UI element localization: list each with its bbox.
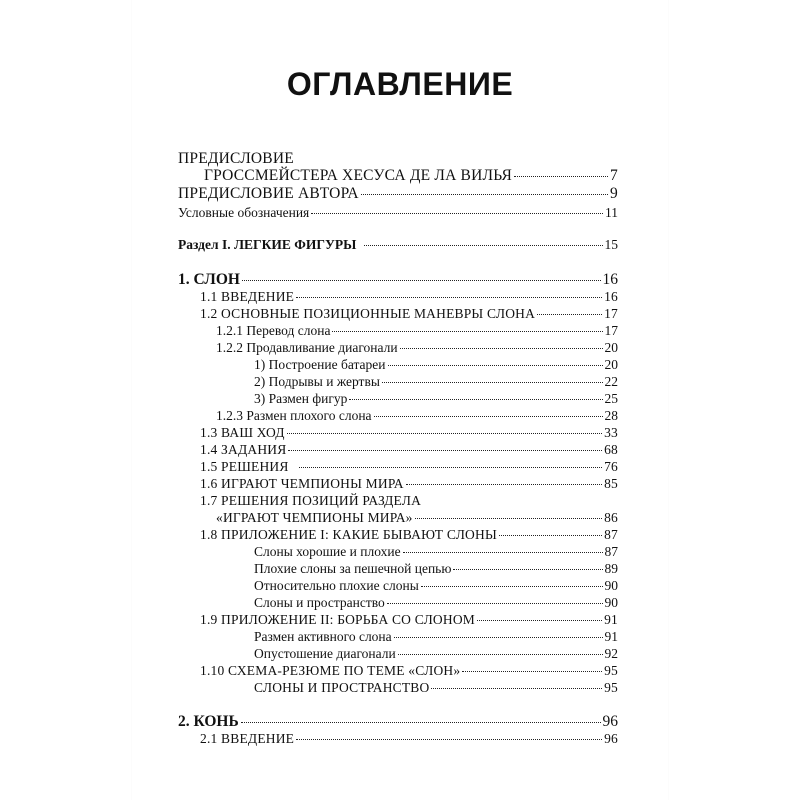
toc-entry-1-5 — [178, 458, 618, 475]
leader-dots — [332, 330, 602, 332]
toc-entry-1-10 — [178, 662, 618, 679]
toc-page-number: 15 — [604, 237, 618, 252]
toc-entry-label: 1) Построение батареи — [254, 357, 386, 372]
leader-dots — [311, 212, 603, 214]
toc-entry-1-2-2-b — [178, 373, 618, 390]
toc-entry-author-foreword — [178, 185, 618, 202]
leader-dots — [499, 534, 602, 536]
toc-page-number: 25 — [604, 391, 618, 406]
toc-entry-label: 1.1 ВВЕДЕНИЕ — [200, 289, 295, 304]
toc-entry-label: 1.4 ЗАДАНИЯ — [200, 442, 287, 457]
toc-entry-1-2-2-c — [178, 390, 618, 407]
toc-page-number: 28 — [604, 408, 618, 423]
toc-entry-label: 1.7 РЕШЕНИЯ ПОЗИЦИЙ РАЗДЕЛА — [200, 493, 422, 508]
leader-dots — [537, 313, 602, 315]
toc-entry-label: 1. СЛОН — [178, 271, 240, 288]
leader-dots — [242, 279, 601, 281]
toc-entry-chapter-2 — [178, 713, 618, 730]
toc-entry-1-9-b — [178, 645, 618, 662]
leader-dots — [296, 296, 602, 298]
toc-entry-1-10-a — [178, 679, 618, 696]
toc-entry-1-3 — [178, 424, 618, 441]
toc-entry-chapter-1 — [178, 271, 618, 288]
leader-dots — [387, 602, 603, 604]
toc-page-number: 96 — [604, 731, 618, 746]
toc-page-number: 17 — [604, 306, 618, 321]
toc-entry-label: Условные обозначения — [178, 205, 310, 220]
toc-page-number: 85 — [604, 476, 618, 491]
toc-page-number: 76 — [604, 459, 618, 474]
leader-dots — [406, 483, 602, 485]
toc-entry-label: 1.8 ПРИЛОЖЕНИЕ I: КАКИЕ БЫВАЮТ СЛОНЫ — [200, 527, 497, 542]
toc-entry-label: 1.2.3 Размен плохого слона — [216, 408, 372, 423]
page-title: ОГЛАВЛЕНИЕ — [286, 66, 514, 102]
toc-entry-label: 1.2 ОСНОВНЫЕ ПОЗИЦИОННЫЕ МАНЕВРЫ СЛОНА — [200, 306, 536, 321]
leader-dots — [361, 193, 608, 195]
toc-entry-1-2-2 — [178, 339, 618, 356]
leader-dots — [388, 364, 603, 366]
toc-page-number: 17 — [604, 323, 618, 338]
toc-page-number: 87 — [604, 527, 618, 542]
leader-dots — [398, 653, 603, 655]
leader-dots — [477, 619, 602, 621]
toc-entry-1-9-a — [178, 628, 618, 645]
toc-page-number: 9 — [610, 185, 618, 202]
toc-entry-label: «ИГРАЮТ ЧЕМПИОНЫ МИРА» — [216, 510, 413, 525]
leader-dots — [431, 687, 602, 689]
toc-page-number: 96 — [602, 713, 618, 730]
leader-dots — [374, 415, 603, 417]
toc-entry-label: Опустошение диагонали — [254, 646, 396, 661]
toc-entry-label: Размен активного слона — [254, 629, 392, 644]
toc-page-number: 16 — [604, 289, 618, 304]
toc-entry-1-2-3 — [178, 407, 618, 424]
toc-page-number: 87 — [604, 544, 618, 559]
toc-page-number: 33 — [604, 425, 618, 440]
toc-entry-label: ПРЕДИСЛОВИЕ — [178, 150, 294, 167]
leader-dots — [403, 551, 603, 553]
toc-page-number: 92 — [604, 646, 618, 661]
leader-dots — [364, 244, 602, 246]
leader-dots — [296, 738, 602, 740]
toc-entry-label: Слоны и пространство — [254, 595, 385, 610]
toc-entry-1-8-c — [178, 577, 618, 594]
toc-page-number: 91 — [604, 612, 618, 627]
toc-page-number: 90 — [604, 578, 618, 593]
leader-dots — [287, 432, 602, 434]
toc-entry-1-8-b — [178, 560, 618, 577]
leader-dots — [288, 449, 602, 451]
toc-entry-foreword-line1 — [178, 150, 294, 168]
toc-entry-1-4 — [178, 441, 618, 458]
toc-entry-2-1 — [178, 730, 618, 747]
leader-dots — [462, 670, 602, 672]
toc-entry-label: 3) Размен фигур — [254, 391, 348, 406]
toc-entry-1-8-d — [178, 594, 618, 611]
toc-entry-label: СЛОНЫ И ПРОСТРАНСТВО — [254, 680, 430, 695]
toc-page-number: 90 — [604, 595, 618, 610]
toc-entry-label: Плохие слоны за пешечной цепью — [254, 561, 452, 576]
toc-entry-1-7-line1 — [200, 492, 421, 509]
toc-entry-1-2-1 — [178, 322, 618, 339]
toc-entry-label: 1.5 РЕШЕНИЯ — [200, 459, 289, 474]
toc-page-number: 91 — [604, 629, 618, 644]
toc-entry-label: 1.3 ВАШ ХОД — [200, 425, 285, 440]
toc-entry-label: 1.9 ПРИЛОЖЕНИЕ II: БОРЬБА СО СЛОНОМ — [200, 612, 475, 627]
toc-entry-1-6 — [178, 475, 618, 492]
toc-page-number: 95 — [604, 680, 618, 695]
toc-page-number: 20 — [604, 340, 618, 355]
toc-entry-1-2 — [178, 305, 618, 322]
toc-entry-section-1 — [178, 236, 618, 253]
toc-entry-label: Относительно плохие слоны — [254, 578, 419, 593]
toc-page-number: 86 — [604, 510, 618, 525]
toc-entry-label: 2.1 ВВЕДЕНИЕ — [200, 731, 295, 746]
toc-entry-1-8-a — [178, 543, 618, 560]
toc-page-number: 7 — [610, 167, 618, 184]
toc-entry-label: 2. КОНЬ — [178, 713, 239, 730]
toc-entry-label: Раздел I. ЛЕГКИЕ ФИГУРЫ — [178, 237, 357, 252]
leader-dots — [421, 585, 603, 587]
toc-page-number: 16 — [602, 271, 618, 288]
toc-entry-1-7-line2 — [178, 509, 618, 526]
leader-dots — [453, 568, 602, 570]
leader-dots — [382, 381, 603, 383]
toc-entry-label: 1.2.1 Перевод слона — [216, 323, 331, 338]
toc-entry-label: Слоны хорошие и плохие — [254, 544, 401, 559]
toc-page-number: 11 — [605, 205, 618, 220]
toc-entry-foreword-line2 — [178, 167, 618, 184]
toc-page-number: 89 — [604, 561, 618, 576]
toc-entry-1-8 — [178, 526, 618, 543]
toc-page-number: 22 — [604, 374, 618, 389]
toc-entry-label: 1.10 СХЕМА-РЕЗЮМЕ ПО ТЕМЕ «СЛОН» — [200, 663, 461, 678]
toc-entry-1-1 — [178, 288, 618, 305]
leader-dots — [394, 636, 603, 638]
toc-entry-notation — [178, 204, 618, 221]
book-page — [132, 0, 668, 800]
toc-entry-1-2-2-a — [178, 356, 618, 373]
toc-entry-1-9 — [178, 611, 618, 628]
leader-dots — [299, 466, 603, 468]
toc-page-number: 20 — [604, 357, 618, 372]
toc-entry-label: ПРЕДИСЛОВИЕ АВТОРА — [178, 185, 359, 202]
toc-entry-label: 2) Подрывы и жертвы — [254, 374, 380, 389]
leader-dots — [400, 347, 603, 349]
leader-dots — [415, 517, 602, 519]
toc-page-number: 95 — [604, 663, 618, 678]
toc-entry-label: 1.2.2 Продавливание диагонали — [216, 340, 398, 355]
leader-dots — [349, 398, 602, 400]
toc-page-number: 68 — [604, 442, 618, 457]
leader-dots — [514, 175, 608, 177]
toc-entry-label: ГРОССМЕЙСТЕРА ХЕСУСА ДЕ ЛА ВИЛЬЯ — [204, 167, 513, 184]
toc-entry-label: 1.6 ИГРАЮТ ЧЕМПИОНЫ МИРА — [200, 476, 404, 491]
leader-dots — [241, 721, 601, 723]
